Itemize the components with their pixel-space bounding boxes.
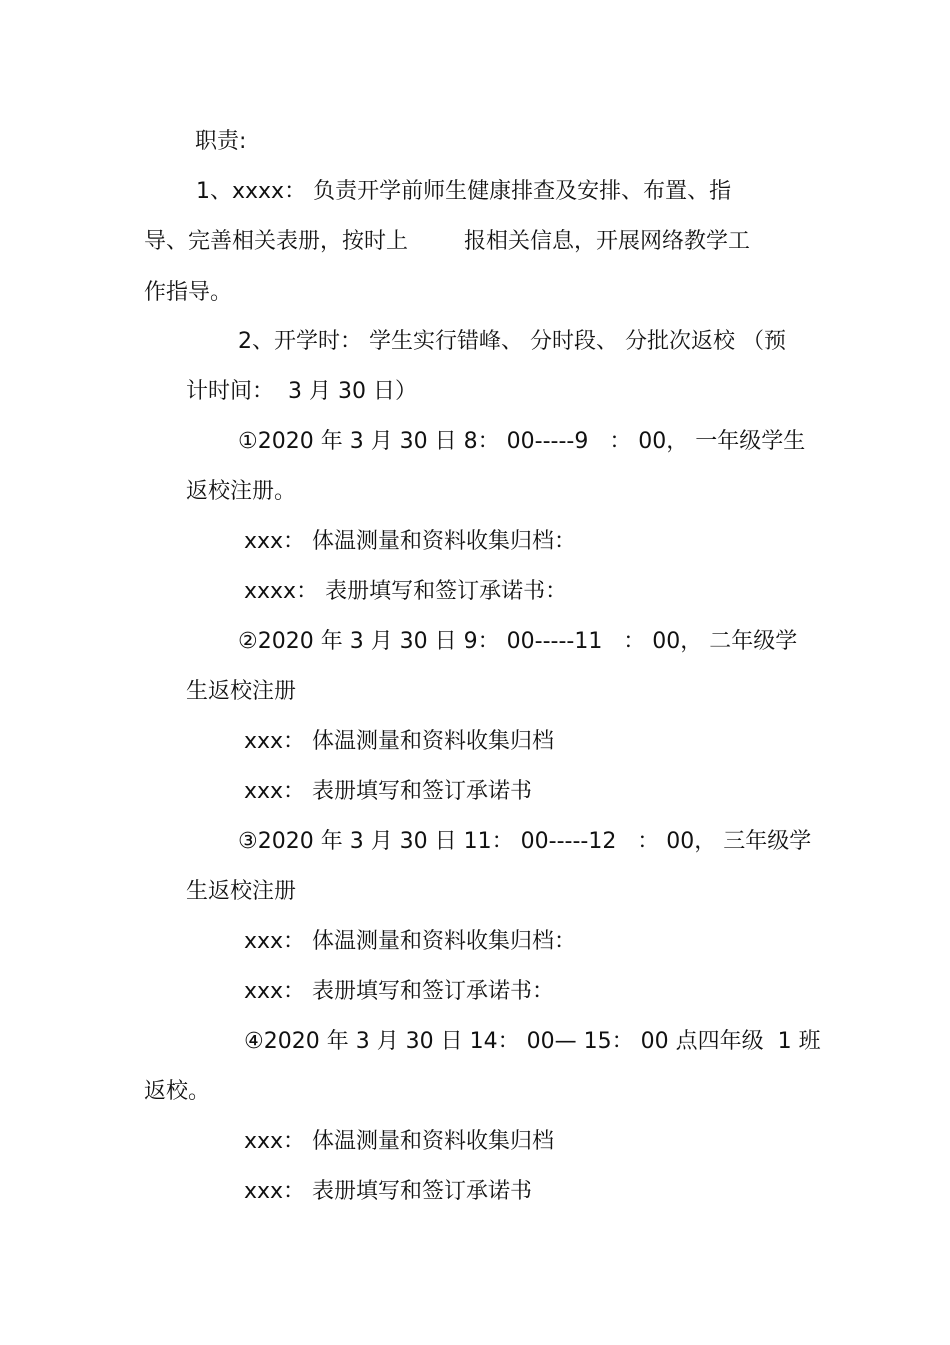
paragraph-2-line-2: 计时间： 3 月 30 日）	[186, 379, 417, 404]
schedule-1-task-2: xxxx： 表册填写和签订承诺书：	[244, 579, 568, 604]
schedule-4-task-1: xxx： 体温测量和资料收集归档	[244, 1129, 555, 1154]
schedule-1-line-1: ①2020 年 3 月 30 日 8： 00-----9 ： 00， 一年级学生	[238, 429, 806, 454]
schedule-2-line-1: ②2020 年 3 月 30 日 9： 00-----11 ： 00， 二年级学	[238, 629, 798, 654]
schedule-4-line-1: ④2020 年 3 月 30 日 14： 00— 15： 00 点四年级 1 班	[244, 1029, 821, 1054]
schedule-3-task-2: xxx： 表册填写和签订承诺书：	[244, 979, 555, 1004]
schedule-1-task-1: xxx： 体温测量和资料收集归档：	[244, 529, 577, 554]
schedule-2-task-1: xxx： 体温测量和资料收集归档	[244, 729, 555, 754]
schedule-2-task-2: xxx： 表册填写和签订承诺书	[244, 779, 533, 804]
duties-heading: 职责:	[195, 129, 247, 154]
paragraph-1-line-2: 导、完善相关表册，按时上 报相关信息，开展网络教学工	[144, 229, 750, 254]
schedule-4-task-2: xxx： 表册填写和签订承诺书	[244, 1179, 533, 1204]
schedule-4-line-2: 返校。	[144, 1079, 211, 1104]
schedule-2-line-2: 生返校注册	[186, 679, 297, 704]
paragraph-1-line-1: 1、xxxx： 负责开学前师生健康排查及安排、布置、指	[196, 179, 732, 204]
schedule-3-line-2: 生返校注册	[186, 879, 297, 904]
schedule-1-line-2: 返校注册。	[186, 479, 297, 504]
schedule-3-line-1: ③2020 年 3 月 30 日 11： 00-----12 ： 00， 三年级学	[238, 829, 812, 854]
paragraph-1-line-3: 作指导。	[144, 280, 233, 305]
paragraph-2-line-1: 2、开学时： 学生实行错峰、 分时段、 分批次返校 （预	[238, 329, 786, 354]
schedule-3-task-1: xxx： 体温测量和资料收集归档：	[244, 929, 577, 954]
